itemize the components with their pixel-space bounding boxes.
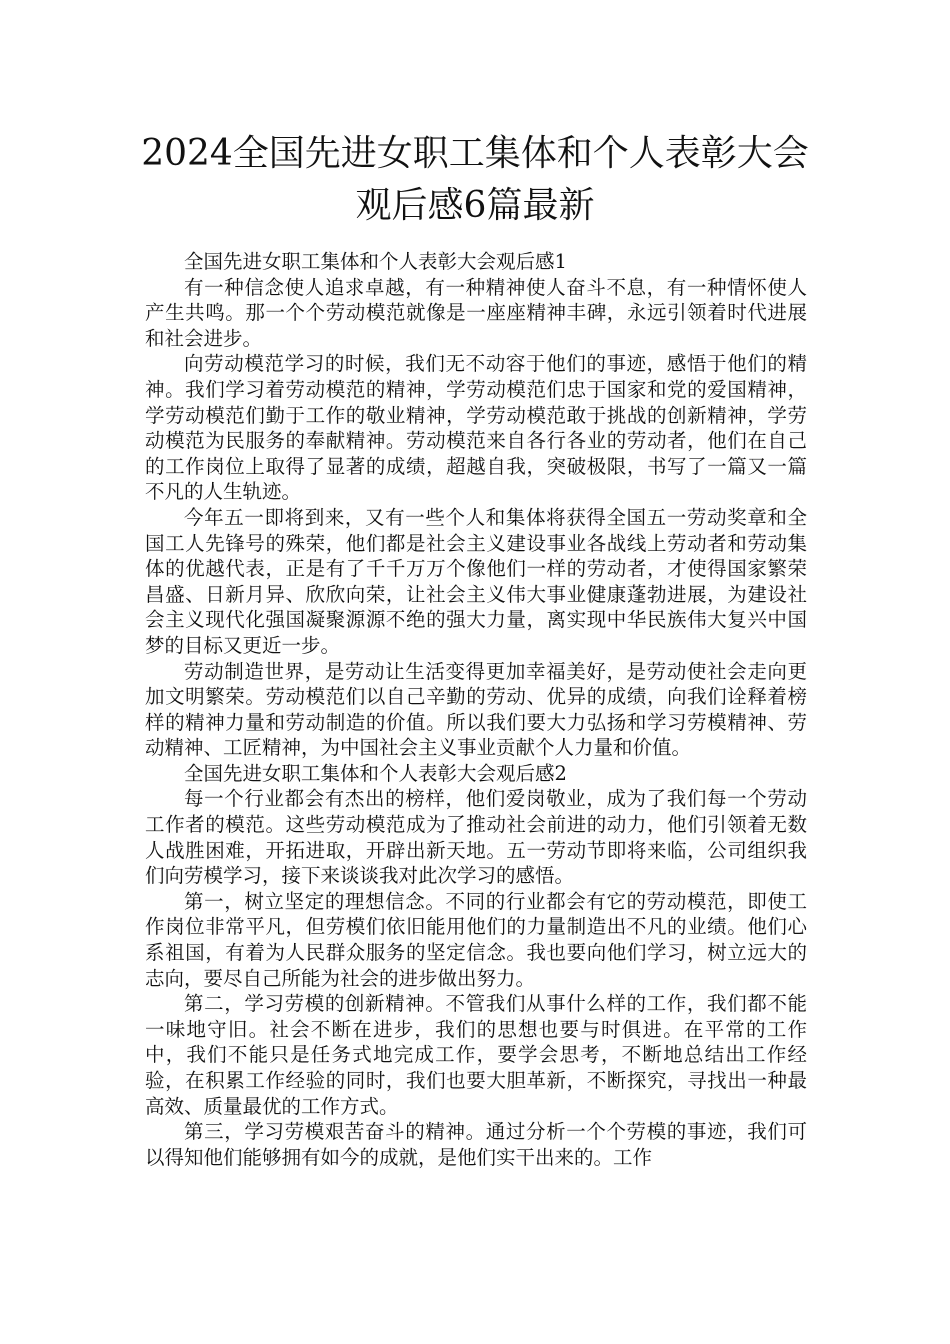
paragraph: 劳动制造世界，是劳动让生活变得更加幸福美好，是劳动使社会走向更加文明繁荣。劳动模范们以自己辛勤的劳动、优异的成绩，向我们诠释着榜样的精神力量和劳动制造的价值。所以我们要大力弘扬和学习劳模精神、劳动精神、工匠精神，为中国社会主义事业贡献个人力量和价值。 xyxy=(145,659,807,760)
paragraph: 向劳动模范学习的时候，我们无不动容于他们的事迹，感悟于他们的精神。我们学习着劳动模范的精神，学劳动模范们忠于国家和党的爱国精神，学劳动模范们勤于工作的敬业精神，学劳动模范敢于挑战的创新精神，学劳动模范为民服务的奉献精神。劳动模范来自各行各业的劳动者，他们在自己的工作岗位上取得了显著的成绩，超越自我，突破极限，书写了一篇又一篇不凡的人生轨迹。 xyxy=(145,352,807,504)
document-title xyxy=(120,128,830,232)
paragraph: 第二，学习劳模的创新精神。不管我们从事什么样的工作，我们都不能一味地守旧。社会不断在进步，我们的思想也要与时俱进。在平常的工作中，我们不能只是任务式地完成工作，要学会思考，不断地总结出工作经验，在积累工作经验的同时，我们也要大胆革新，不断探究，寻找出一种最高效、质量最优的工作方式。 xyxy=(145,992,807,1118)
paragraph: 每一个行业都会有杰出的榜样，他们爱岗敬业，成为了我们每一个劳动工作者的模范。这些劳动模范成为了推动社会前进的动力，他们引领着无数人战胜困难，开拓进取，开辟出新天地。五一劳动节即将来临，公司组织我们向劳模学习，接下来谈谈我对此次学习的感悟。 xyxy=(145,787,807,888)
paragraph: 第三，学习劳模艰苦奋斗的精神。通过分析一个个劳模的事迹，我们可以得知他们能够拥有如今的成就，是他们实干出来的。工作 xyxy=(145,1120,807,1169)
document-body xyxy=(145,249,807,1170)
section-heading-1: 全国先进女职工集体和个人表彰大会观后感1 xyxy=(184,250,567,273)
paragraph: 今年五一即将到来，又有一些个人和集体将获得全国五一劳动奖章和全国工人先锋号的殊荣，他们都是社会主义建设事业各战线上劳动者和劳动集体的优越代表，正是有了千千万万个像他们一样的劳动者，才使得国家繁荣昌盛、日新月异、欣欣向荣，让社会主义伟大事业健康蓬勃进展，为建设社会主义现代化强国凝聚源源不绝的强大力量，离实现中华民族伟大复兴中国梦的目标又更近一步。 xyxy=(145,505,807,657)
section-heading-2: 全国先进女职工集体和个人表彰大会观后感2 xyxy=(184,761,567,785)
paragraph: 有一种信念使人追求卓越，有一种精神使人奋斗不息，有一种情怀使人产生共鸣。那一个个劳动模范就像是一座座精神丰碑，永远引领着时代进展和社会进步。 xyxy=(145,275,807,350)
title-line-1: 2024全国先进女职工集体和个人表彰大会 xyxy=(141,133,809,174)
paragraph: 第一，树立坚定的理想信念。不同的行业都会有它的劳动模范，即使工作岗位非常平凡，但劳模们依旧能用他们的力量制造出不凡的业绩。他们心系祖国，有着为人民群众服务的坚定信念。我也要向他们学习，树立远大的志向，要尽自己所能为社会的进步做出努力。 xyxy=(145,889,807,990)
title-line-2: 观后感6篇最新 xyxy=(355,185,595,226)
